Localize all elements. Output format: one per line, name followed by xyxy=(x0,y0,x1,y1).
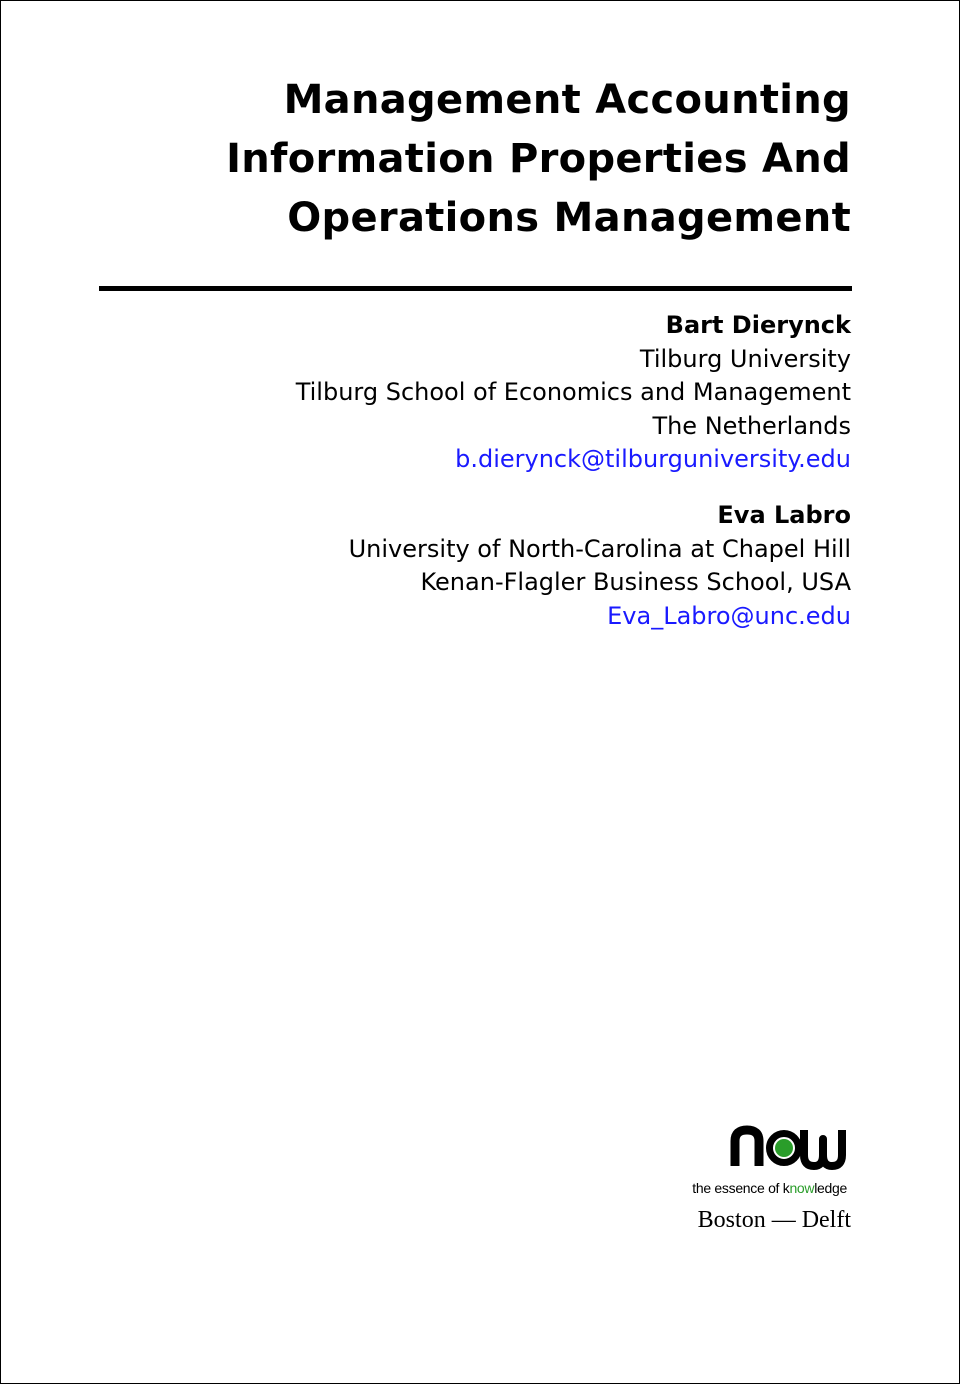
author-affiliation: University of North-Carolina at Chapel Hill xyxy=(348,534,851,563)
author-block-1 xyxy=(151,309,851,477)
title-rule xyxy=(99,286,852,291)
tagline-now-highlight: now xyxy=(789,1180,815,1196)
tagline-text: the essence of xyxy=(692,1180,783,1196)
author-block-2 xyxy=(151,499,851,633)
publisher-cities: Boston — Delft xyxy=(697,1207,851,1233)
title-line-1: Management Accounting xyxy=(283,77,851,123)
author-affiliation: Tilburg School of Economics and Management xyxy=(295,378,851,406)
title-line-2: Information Properties And xyxy=(226,136,851,182)
book-title xyxy=(151,71,851,248)
title-line-3: Operations Management xyxy=(287,195,851,241)
author-email-link[interactable]: b.dierynck@tilburguniversity.edu xyxy=(455,445,851,473)
tagline-k: k xyxy=(782,1180,790,1196)
tagline-ledge: ledge xyxy=(814,1180,847,1196)
author-email-link[interactable]: Eva_Labro@unc.edu xyxy=(607,601,851,630)
author-name: Eva Labro xyxy=(717,501,851,529)
author-name: Bart Dierynck xyxy=(665,311,851,339)
now-publishers-logo xyxy=(651,1121,851,1181)
publisher-tagline xyxy=(692,1180,847,1196)
author-affiliation: Kenan-Flagler Business School, USA xyxy=(420,568,851,596)
author-affiliation: The Netherlands xyxy=(652,411,851,440)
author-affiliation: Tilburg University xyxy=(639,344,851,373)
